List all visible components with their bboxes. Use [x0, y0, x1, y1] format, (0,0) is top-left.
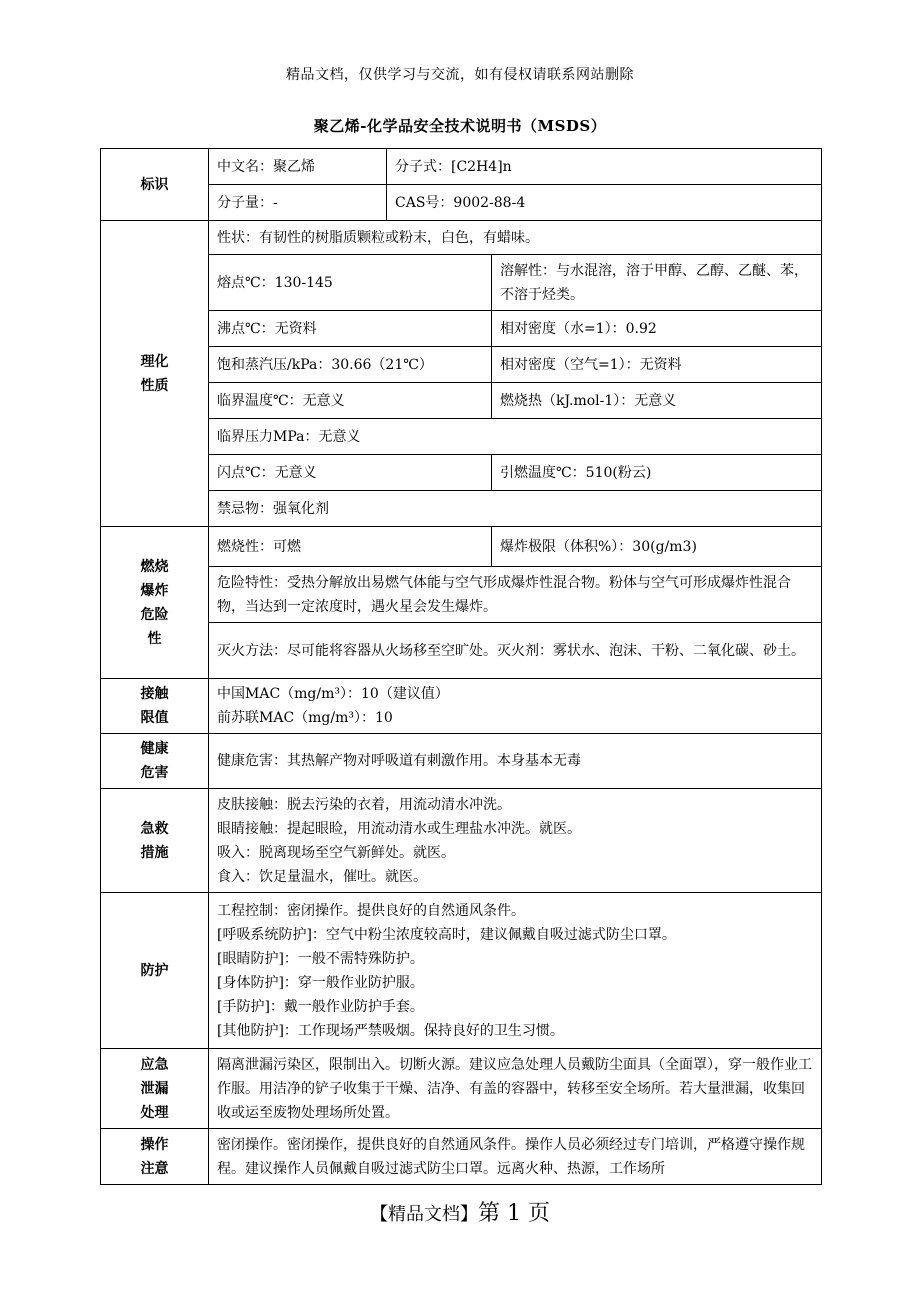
- physchem-row-flash: [101, 455, 822, 491]
- handling-precautions: 密闭操作。密闭操作，提供良好的自然通风条件。操作人员必须经过专门培训，严格遵守操作规程。建议操作人员佩戴自吸过滤式防尘口罩。远离火种、热源，工作场所: [209, 1129, 822, 1185]
- section-physchem-line-2: 性质: [140, 377, 169, 394]
- section-physchem-line-1: 理化: [140, 353, 169, 370]
- explosion-limit: 爆炸极限（体积%）：30(g/m3): [492, 527, 822, 567]
- exposure-limits: [209, 679, 822, 734]
- physchem-row-melting: [101, 255, 822, 311]
- protection-eyes: [眼睛防护]：一般不需特殊防护。: [217, 950, 424, 967]
- section-fire-line-1: 燃烧: [140, 558, 169, 575]
- page-number: 第 1 页: [478, 1201, 550, 1226]
- fire-row-extinguish: [101, 623, 822, 679]
- protection-row: [101, 893, 822, 1049]
- cas-number: CAS号：9002-88-4: [387, 185, 822, 221]
- section-handling-line-1: 操作: [140, 1136, 169, 1153]
- physchem-row-critical-pressure: [101, 419, 822, 455]
- health-row: [101, 734, 822, 789]
- section-fire: [101, 527, 209, 679]
- section-leak: [101, 1049, 209, 1129]
- protection-respiratory: [呼吸系统防护]：空气中粉尘浓度较高时，建议佩戴自吸过滤式防尘口罩。: [217, 926, 676, 943]
- critical-temperature: 临界温度℃：无意义: [209, 383, 492, 419]
- section-protection: 防护: [101, 893, 209, 1049]
- ignition-temperature: 引燃温度℃：510(粉云): [492, 455, 822, 491]
- section-identification: 标识: [101, 149, 209, 221]
- first-aid-ingestion: 食入：饮足量温水，催吐。就医。: [217, 868, 427, 885]
- section-health-line-1: 健康: [140, 741, 169, 757]
- melting-point: 熔点℃：130-145: [209, 255, 492, 311]
- section-handling-line-2: 注意: [140, 1160, 169, 1177]
- incompatible-materials: 禁忌物：强氧化剂: [209, 491, 822, 527]
- msds-table: [100, 148, 822, 1185]
- leak-row: [101, 1049, 822, 1129]
- handling-row: [101, 1129, 822, 1185]
- density-air: 相对密度（空气=1）：无资料: [492, 347, 822, 383]
- section-physchem: [101, 221, 209, 527]
- identification-row-2: [101, 185, 822, 221]
- extinguishing-method: 灭火方法：尽可能将容器从火场移至空旷处。灭火剂：雾状水、泡沫、干粉、二氧化碳、砂土。: [209, 623, 822, 679]
- combustion-heat: 燃烧热（kJ.mol-1）：无意义: [492, 383, 822, 419]
- protection-body: [身体防护]：穿一般作业防护服。: [217, 974, 424, 991]
- section-leak-line-2: 泄漏: [140, 1080, 169, 1097]
- section-health: [101, 734, 209, 789]
- critical-pressure: 临界压力MPa：无意义: [209, 419, 822, 455]
- fire-row-flammability: [101, 527, 822, 567]
- boiling-point: 沸点℃：无资料: [209, 311, 492, 347]
- section-fire-line-4: 性: [147, 630, 162, 647]
- section-exposure: [101, 679, 209, 734]
- physchem-row-incompatible: [101, 491, 822, 527]
- section-fire-line-2: 爆炸: [140, 582, 169, 599]
- ussr-mac: 前苏联MAC（mg/m³）：10: [217, 710, 393, 726]
- appearance: 性状：有韧性的树脂质颗粒或粉末，白色，有蜡味。: [209, 221, 822, 255]
- health-hazard: 健康危害：其热解产物对呼吸道有刺激作用。本身基本无毒: [209, 734, 822, 789]
- section-first-aid-line-1: 急救: [140, 820, 169, 837]
- first-aid-skin: 皮肤接触：脱去污染的衣着，用流动清水冲洗。: [217, 796, 511, 813]
- physchem-row-critical-temp: [101, 383, 822, 419]
- first-aid-inhalation: 吸入：脱离现场至空气新鲜处。就医。: [217, 844, 455, 861]
- footer-label: 【精品文档】: [370, 1204, 478, 1225]
- physchem-row-appearance: [101, 221, 822, 255]
- chinese-name: 中文名：聚乙烯: [209, 149, 387, 185]
- hazard-characteristics: 危险特性：受热分解放出易燃气体能与空气形成爆炸性混合物。粉体与空气可形成爆炸性混合物，当达到一定浓度时，遇火星会发生爆炸。: [209, 567, 822, 623]
- physchem-row-boiling: [101, 311, 822, 347]
- leak-handling: 隔离泄漏污染区，限制出入。切断火源。建议应急处理人员戴防尘面具（全面罩），穿一般作业工作服。用洁净的铲子收集于干燥、洁净、有盖的容器中，转移至安全场所。若大量泄漏，收集回收或运至废物处理场所处置。: [209, 1049, 822, 1129]
- page-footer: [0, 1196, 920, 1227]
- exposure-row: [101, 679, 822, 734]
- document-title: 聚乙烯-化学品安全技术说明书（MSDS）: [313, 117, 607, 135]
- first-aid-eyes: 眼睛接触：提起眼睑，用流动清水或生理盐水冲洗。就医。: [217, 820, 581, 837]
- physchem-row-vapor: [101, 347, 822, 383]
- first-aid-row: [101, 789, 822, 893]
- molecular-weight: 分子量：-: [209, 185, 387, 221]
- china-mac: 中国MAC（mg/m³）：10（建议值）: [217, 686, 449, 702]
- protection-other: [其他防护]：工作现场严禁吸烟。保持良好的卫生习惯。: [217, 1022, 564, 1039]
- fire-row-hazard: [101, 567, 822, 623]
- section-handling: [101, 1129, 209, 1185]
- section-first-aid-line-2: 措施: [140, 844, 169, 861]
- section-health-line-2: 危害: [140, 765, 169, 781]
- molecular-formula: 分子式：[C2H4]n: [387, 149, 822, 185]
- flash-point: 闪点℃：无意义: [209, 455, 492, 491]
- header-note: 精品文档，仅供学习与交流，如有侵权请联系网站删除: [286, 67, 634, 83]
- section-exposure-line-1: 接触: [140, 686, 169, 702]
- section-fire-line-3: 危险: [140, 606, 169, 623]
- first-aid-measures: [209, 789, 822, 893]
- section-leak-line-3: 处理: [140, 1104, 169, 1121]
- section-leak-line-1: 应急: [140, 1056, 169, 1073]
- protection-measures: [209, 893, 822, 1049]
- protection-hands: [手防护]：戴一般作业防护手套。: [217, 998, 424, 1015]
- identification-row-1: [101, 149, 822, 185]
- density-water: 相对密度（水=1）：0.92: [492, 311, 822, 347]
- vapor-pressure: 饱和蒸汽压/kPa：30.66（21℃）: [209, 347, 492, 383]
- solubility: 溶解性：与水混溶，溶于甲醇、乙醇、乙醚、苯，不溶于烃类。: [492, 255, 822, 311]
- section-first-aid: [101, 789, 209, 893]
- section-exposure-line-2: 限值: [140, 710, 169, 726]
- protection-engineering: 工程控制：密闭操作。提供良好的自然通风条件。: [217, 902, 525, 919]
- flammability: 燃烧性：可燃: [209, 527, 492, 567]
